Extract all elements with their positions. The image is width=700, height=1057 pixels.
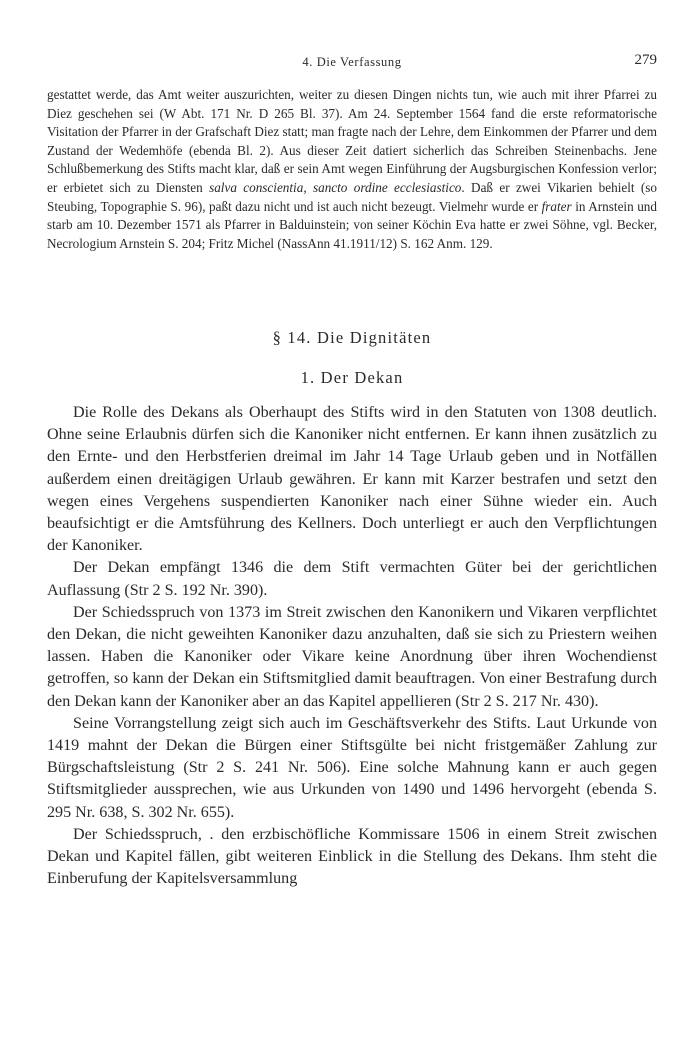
footnote-frater: frater [541, 198, 572, 214]
paragraph: Der Dekan empfängt 1346 die dem Stift vermachten Güter bei der gerichtlichen Auflassung (Str 2 S. 192 Nr. 390). [47, 559, 657, 599]
paragraph: Der Schiedsspruch, . den erzbischöfliche Kommissare 1506 in einem Streit zwischen Dekan und Kapitel fällen, gibt weiteren Einblick in die Stellung des Dekans. Ihm steht die Einberufung der Kapitelsversammlung [47, 825, 657, 888]
paragraph: Der Schiedsspruch von 1373 im Streit zwischen den Kanonikern und Vikaren verpflichtet den Dekan, die nicht geweihten Kanoniker dazu anzuhalten, daß sie sich zu Priestern weihen lassen. Haben die Kanoniker oder Vikare keine Anordnung über ihren Wochendienst getroffen, so kann der Dekan ein Stiftsmitglied damit beauftragen. Von einer Bestrafung durch den Dekan kann der Kanoniker aber an das Kapitel appellieren (Str 2 S. 217 Nr. 430). [47, 603, 657, 710]
main-text [47, 402, 657, 890]
footnote-part-1: gestattet werde, das Amt weiter auszurichten, weiter zu diesen Dingen nichts tun, wie auch mit ihrer Pfarrei zu Diez geschehen sei (W Abt. 171 Nr. D 265 Bl. 37). Am 24. September 1564 fand die erste reformatorische Visitation der Pfarrer in der Grafschaft Diez statt; man fragte nach der Lehre, dem Einkommen der Pfarrer und dem Zustand der Wedemhöfe (ebenda Bl. 2). Aus dieser Zeit datiert sicherlich das Schreiben Steinenbachs. Jene Schlußbemerkung des Stifts macht klar, daß er sein Amt wegen Einführung der Augsburgischen Konfession verlor; er erbietet sich zu Diensten [47, 87, 657, 195]
footnote-latin-phrase: salva conscientia, sancto ordine ecclesiastico [209, 179, 462, 195]
footnote-part-3: in Arnstein und starb am 10. Dezember 1571 als Pfarrer in Balduinstein; von seiner Köchin Eva hatte er zwei Söhne, vgl. Becker, Necrologium Arnstein S. 204; Fritz Michel (NassAnn 41.1911/12) S. 162 Anm. 129. [47, 198, 657, 251]
page-number: 279 [634, 52, 657, 68]
footnote-part-2: . Daß er zwei Vikarien behielt (so Steubing, Topographie S. 96), paßt dazu nicht und ist auch nicht bezeugt. Vielmehr wurde er [47, 179, 657, 214]
footnote-continuation [47, 86, 657, 253]
running-title: 4. Die Verfassung [302, 55, 402, 69]
subsection-heading: 1. Der Dekan [300, 368, 404, 387]
paragraph: Die Rolle des Dekans als Oberhaupt des Stifts wird in den Statuten von 1308 deutlich. Ohne seine Erlaubnis dürfen sich die Kanoniker nicht entfernen. Er kann ihnen zusätzlich zu den Ernte- und den Herbstferien dreimal im Jahr 14 Tage Urlaub geben und in Notfällen außerdem einen dreitägigen Urlaub gewähren. Er kann mit Karzer bestrafen und setzt den wegen eines Vergehens suspendierten Kanoniker nach einer Sühne wieder ein. Auch beaufsichtigt er die Amtsführung des Kellners. Doch unterliegt er auch den Verpflichtungen der Kanoniker. [47, 404, 657, 555]
section-heading: § 14. Die Dignitäten [272, 328, 432, 347]
page-header [47, 52, 657, 74]
paragraph: Seine Vorrangstellung zeigt sich auch im Geschäftsverkehr des Stifts. Laut Urkunde von 1419 mahnt der Dekan die Bürgen einer Stiftsgülte bei nicht fristgemäßer Zahlung zur Bürgschaftsleistung (Str 2 S. 241 Nr. 506). Eine solche Mahnung kann er auch gegen Stiftsmitglieder aussprechen, wie aus Urkunden von 1490 und 1496 hervorgeht (ebenda S. 295 Nr. 638, S. 302 Nr. 655). [47, 714, 657, 821]
footnote-text [47, 86, 657, 253]
